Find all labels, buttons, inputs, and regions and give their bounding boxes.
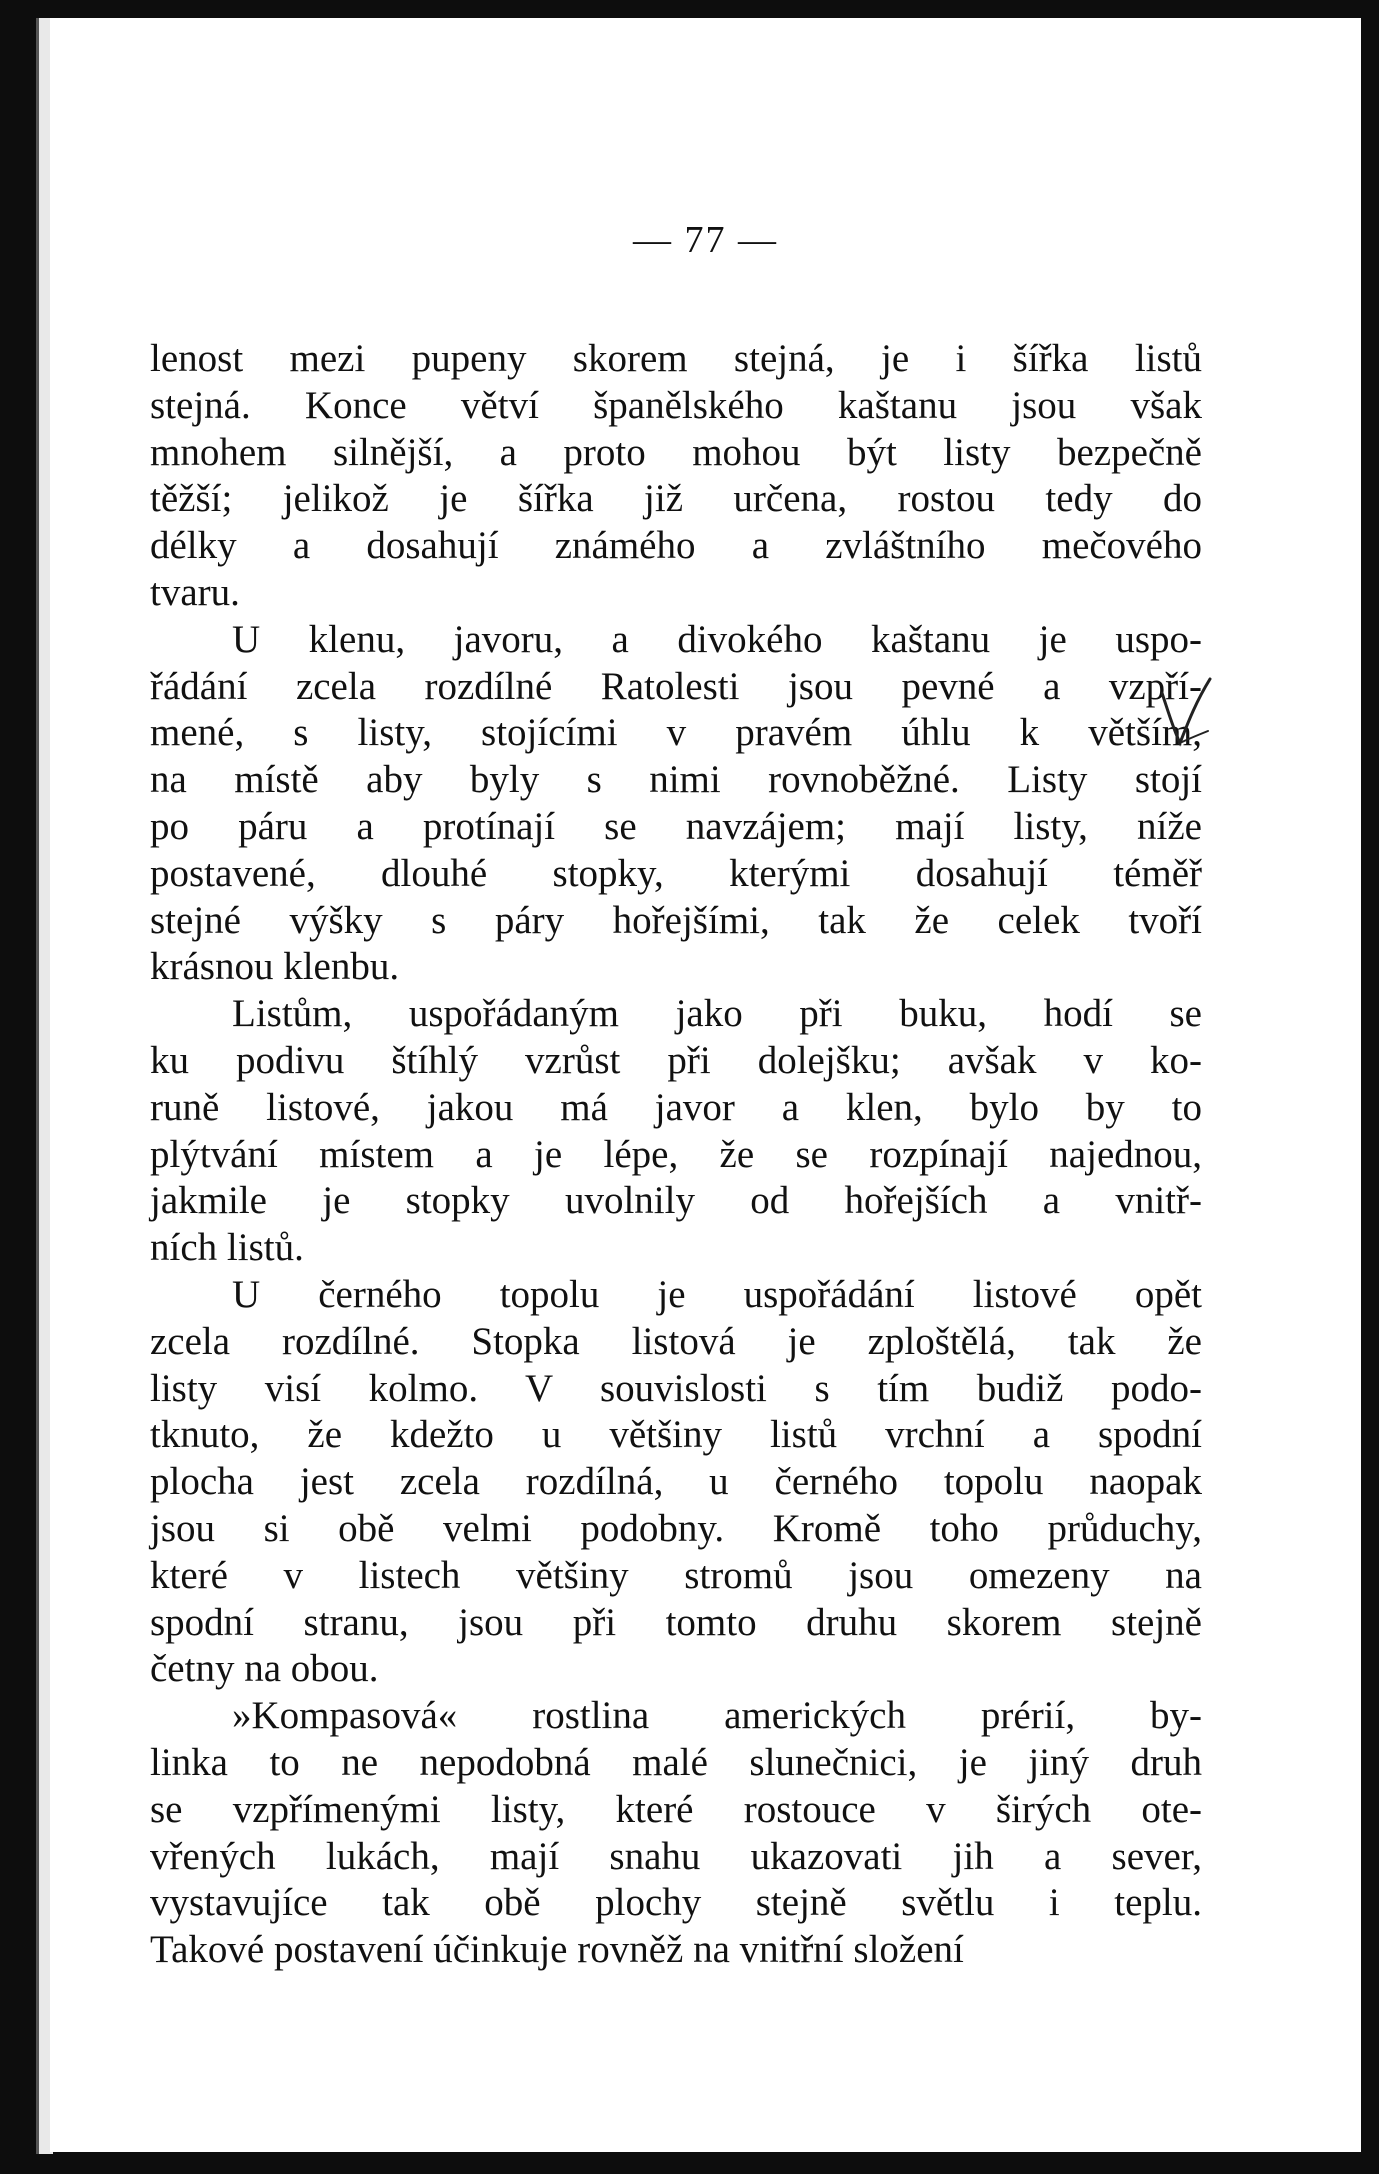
text-line: na místě aby byly s nimi rovnoběžné. Listy stojí	[150, 758, 1202, 802]
text-line: spodní stranu, jsou při tomto druhu skorem stejně	[150, 1600, 1202, 1644]
text-line: lenost mezi pupeny skorem stejná, je i šířka listů	[150, 337, 1202, 380]
text-line: U klenu, javoru, a divokého kaštanu je uspo-	[232, 617, 1202, 661]
text-line: délky a dosahují známého a zvláštního mečového	[150, 524, 1202, 568]
text-line: jakmile je stopky uvolnily od hořejších a vnitř-	[150, 1179, 1202, 1223]
text-line: runě listové, jakou má javor a klen, bylo by to	[150, 1085, 1202, 1129]
page-number: — 77 —	[633, 219, 778, 261]
text-line: vystavujíce tak obě plochy stejně světlu i teplu.	[150, 1881, 1202, 1925]
text-line: jsou si obě velmi podobny. Kromě toho průduchy,	[150, 1506, 1202, 1550]
text-line: tknuto, že kdežto u většiny listů vrchní a spodní	[150, 1413, 1202, 1457]
text-line: zcela rozdílné. Stopka listová je zploštělá, tak že	[150, 1319, 1202, 1363]
body-text	[150, 336, 1202, 1974]
text-line: se vzpřímenými listy, které rostouce v širých ote-	[150, 1787, 1202, 1831]
text-line: U černého topolu je uspořádání listové opět	[232, 1272, 1202, 1316]
text-line: »Kompasová« rostlina amerických prérií, by-	[232, 1694, 1202, 1738]
text-line: těžší; jelikož je šířka již určena, rostou tedy do	[150, 477, 1202, 521]
text-line: mené, s listy, stojícími v pravém úhlu k větším,	[150, 711, 1202, 755]
text-line: plýtvání místem a je lépe, že se rozpínají najednou,	[150, 1132, 1202, 1176]
scan-border-bottom	[0, 2152, 1379, 2174]
paragraph	[150, 617, 1202, 991]
text-line: četny na obou.	[150, 1647, 379, 1691]
text-line: krásnou klenbu.	[150, 945, 400, 989]
text-line: plocha jest zcela rozdílná, u černého topolu naopak	[150, 1460, 1202, 1504]
text-line: stejná. Konce větví španělského kaštanu jsou však	[150, 383, 1202, 427]
scan-border-right	[1361, 0, 1379, 2174]
text-line: listy visí kolmo. V souvislosti s tím budiž podo-	[150, 1366, 1202, 1410]
text-line: řádání zcela rozdílné Ratolesti jsou pevné a vzpří-	[150, 664, 1202, 708]
text-line: ních listů.	[150, 1226, 304, 1270]
paragraph	[150, 336, 1202, 617]
text-line: mnohem silnější, a proto mohou být listy bezpečně	[150, 430, 1202, 474]
handwritten-check-mark-icon	[1158, 673, 1218, 753]
text-line: Listům, uspořádaným jako při buku, hodí se	[232, 992, 1202, 1036]
scan-border-left	[0, 0, 36, 2174]
scan-border-top	[0, 0, 1379, 18]
text-line: postavené, dlouhé stopky, kterými dosahují téměř	[150, 851, 1202, 895]
paragraph	[150, 1272, 1202, 1693]
paragraph	[150, 1693, 1202, 1974]
text-line: linka to ne nepodobná malé slunečnici, je jiný druh	[150, 1740, 1202, 1784]
paragraph	[150, 991, 1202, 1272]
text-line: stejné výšky s páry hořejšími, tak že celek tvoří	[150, 898, 1202, 942]
text-line: ku podivu štíhlý vzrůst při dolejšku; avšak v ko-	[150, 1038, 1202, 1082]
text-line: které v listech většiny stromů jsou omezeny na	[150, 1553, 1202, 1597]
text-line: tvaru.	[150, 570, 240, 614]
book-page	[50, 18, 1361, 2152]
text-line: vřených lukách, mají snahu ukazovati jih a sever,	[150, 1834, 1202, 1878]
text-line: Takové postavení účinkuje rovněž na vnitřní složení	[150, 1928, 964, 1972]
text-line: po páru a protínají se navzájem; mají listy, níže	[150, 804, 1202, 848]
